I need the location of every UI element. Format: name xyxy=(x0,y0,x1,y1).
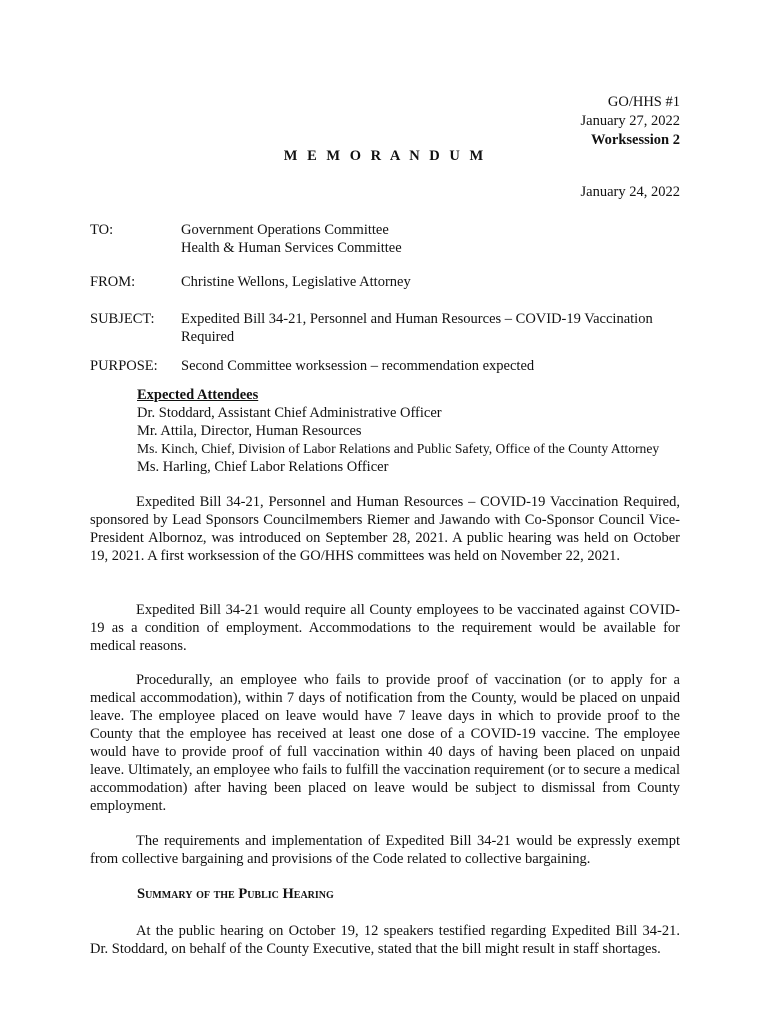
from-label: FROM: xyxy=(90,274,136,290)
body-paragraph: Expedited Bill 34-21 would require all County employees to be vaccinated against COVID-19 as a condition of employment. Accommodations to the requirement would be available for medical reasons. xyxy=(90,602,680,654)
attendees-block xyxy=(137,386,682,476)
body-paragraph: Expedited Bill 34-21, Personnel and Human Resources – COVID-19 Vaccination Required, sponsored by Lead Sponsors Councilmembers Riemer and Jawando with Co-Sponsor Council Vice-President Albornoz, was introduced on September 28, 2021. A public hearing was held on October 19, 2021. A first worksession of the GO/HHS committees was held on November 22, 2021. xyxy=(90,494,680,564)
subject-value xyxy=(181,310,681,346)
subject-line: Required xyxy=(181,329,235,345)
purpose-value: Second Committee worksession – recommendation expected xyxy=(181,358,535,374)
body-paragraph: The requirements and implementation of Expedited Bill 34-21 would be expressly exempt from collective bargaining and provisions of the Code related to collective bargaining. xyxy=(90,833,680,867)
attendee-item: Mr. Attila, Director, Human Resources xyxy=(137,423,362,439)
to-value xyxy=(181,221,681,257)
attendees-heading: Expected Attendees xyxy=(137,387,259,403)
memo-date: January 24, 2022 xyxy=(580,184,680,200)
to-label: TO: xyxy=(90,222,114,238)
attendee-item: Dr. Stoddard, Assistant Chief Administrative Officer xyxy=(137,405,442,421)
attendee-item: Ms. Kinch, Chief, Division of Labor Relations and Public Safety, Office of the County Attorney xyxy=(137,441,660,456)
header-meeting-date: January 27, 2022 xyxy=(580,113,680,129)
section-heading: Summary of the Public Hearing xyxy=(137,886,334,902)
purpose-label: PURPOSE: xyxy=(90,358,158,374)
body-paragraph: Procedurally, an employee who fails to provide proof of vaccination (or to apply for a medical accommodation), within 7 days of notification from the County, would be placed on unpaid leave. The employee placed on leave would have 7 leave days in which to provide proof to the County that the employee has received at least one dose of a COVID-19 vaccine. The employee would have to provide proof of full vaccination within 40 days of having been placed on unpaid leave. Ultimately, an employee who fails to fulfill the vaccination requirement (or to secure a medical accommodation) after having been placed on leave would be subject to dismissal from County employment. xyxy=(90,672,680,814)
header-session: Worksession 2 xyxy=(590,132,680,148)
header-ref: GO/HHS #1 xyxy=(607,94,680,110)
attendee-item: Ms. Harling, Chief Labor Relations Officer xyxy=(137,459,389,475)
to-line: Health & Human Services Committee xyxy=(181,240,402,256)
from-value: Christine Wellons, Legislative Attorney xyxy=(181,274,411,290)
subject-label: SUBJECT: xyxy=(90,311,155,327)
memo-title: M E M O R A N D U M xyxy=(283,148,487,164)
subject-line: Expedited Bill 34-21, Personnel and Human Resources – COVID-19 Vaccination xyxy=(181,311,653,327)
body-paragraph: At the public hearing on October 19, 12 speakers testified regarding Expedited Bill 34-21. Dr. Stoddard, on behalf of the County Executive, stated that the bill might result in staff shortages. xyxy=(90,923,680,957)
to-line: Government Operations Committee xyxy=(181,222,389,238)
header-block xyxy=(581,93,680,150)
